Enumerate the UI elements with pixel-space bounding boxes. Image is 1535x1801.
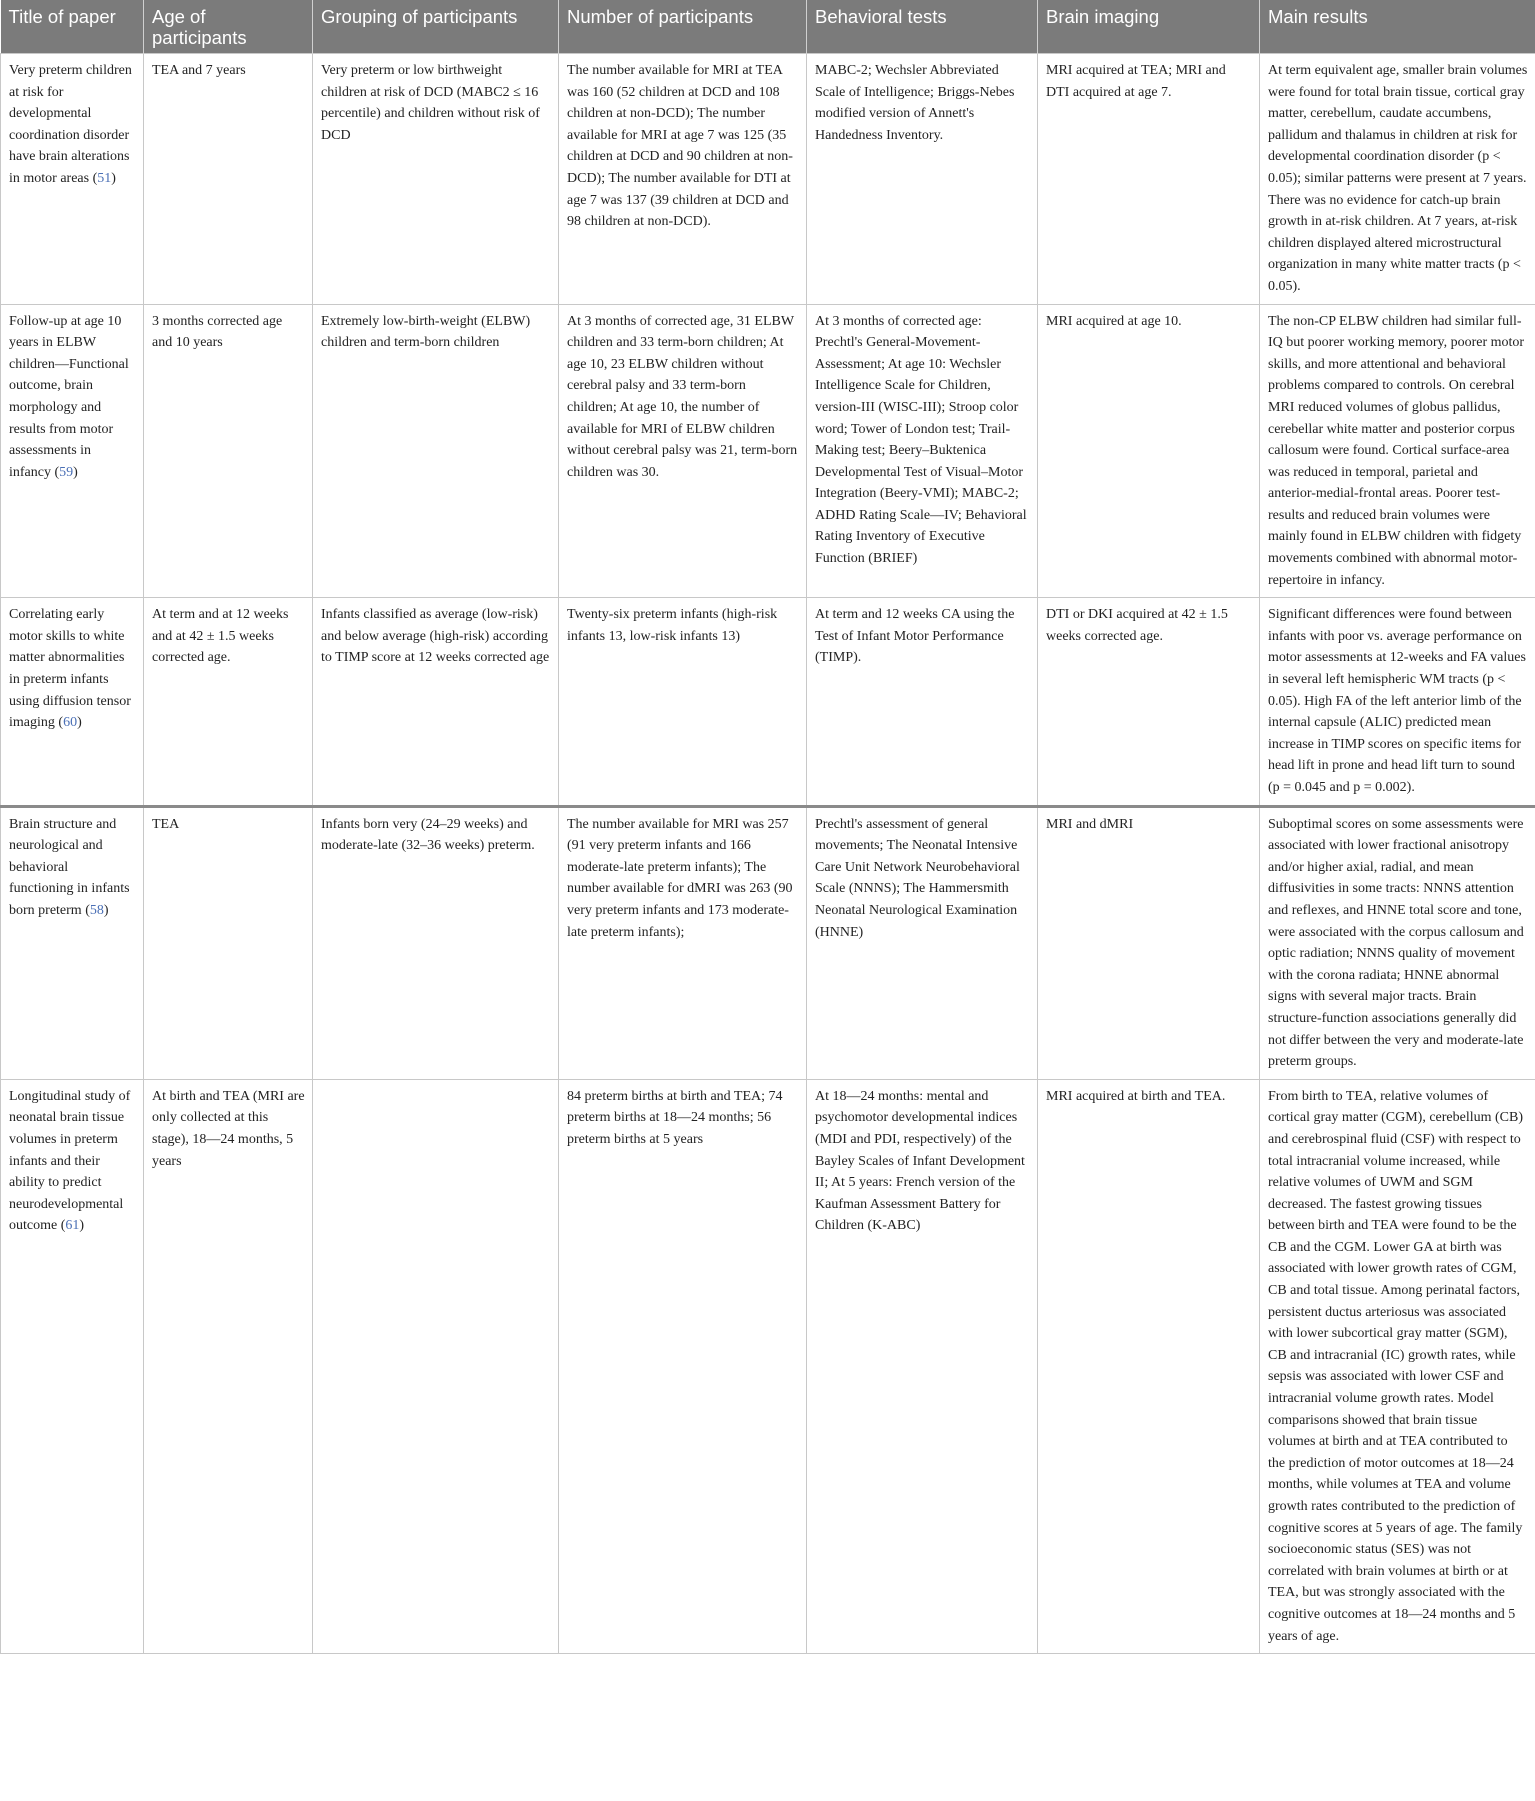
- cell-number: At 3 months of corrected age, 31 ELBW children and 33 term-born children; At age 10, 23 ELBW children without cerebral palsy and 33 term-born children; At age 10, the number of available for MRI of ELBW children without cerebral palsy was 21, term-born children was 30.: [559, 304, 807, 598]
- cell-imaging: MRI acquired at TEA; MRI and DTI acquired at age 7.: [1038, 54, 1260, 305]
- cell-title: Longitudinal study of neonatal brain tissue volumes in preterm infants and their ability to predict neurodevelopmental outcome (61): [1, 1079, 144, 1653]
- header-age: Age of participants: [144, 0, 313, 54]
- cell-number: Twenty-six preterm infants (high-risk infants 13, low-risk infants 13): [559, 598, 807, 806]
- cell-age: TEA and 7 years: [144, 54, 313, 305]
- paper-title: Correlating early motor skills to white matter abnormalities in preterm infants using diffusion tensor imaging: [9, 607, 131, 731]
- cell-tests: At 18—24 months: mental and psychomotor developmental indices (MDI and PDI, respectively) of the Bayley Scales of Infant Development II; At 5 years: French version of the Kaufman Assessment Battery for Children (K-ABC): [807, 1079, 1038, 1653]
- header-imaging: Brain imaging: [1038, 0, 1260, 54]
- table-row: [1, 598, 1535, 806]
- cell-imaging: MRI acquired at birth and TEA.: [1038, 1079, 1260, 1653]
- cell-imaging: MRI acquired at age 10.: [1038, 304, 1260, 598]
- cell-results: Suboptimal scores on some assessments were associated with lower fractional anisotropy and/or higher axial, radial, and mean diffusivities in some tracts: NNNS attention and reflexes, and HNNE total score and tone, were associated with the corpus callosum and optic radiation; NNNS quality of movement with the corona radiata; HNNE abnormal signs with several major tracts. Brain structure-function associations generally did not differ between the very and moderate-late preterm groups.: [1260, 806, 1535, 1079]
- cell-grouping: Infants born very (24–29 weeks) and moderate-late (32–36 weeks) preterm.: [313, 806, 559, 1079]
- cell-title: Very preterm children at risk for developmental coordination disorder have brain alterations in motor areas (51): [1, 54, 144, 305]
- table-row: [1, 1079, 1535, 1653]
- reference-link[interactable]: 61: [65, 1218, 80, 1234]
- cell-number: 84 preterm births at birth and TEA; 74 preterm births at 18—24 months; 56 preterm births at 5 years: [559, 1079, 807, 1653]
- cell-number: The number available for MRI at TEA was 160 (52 children at DCD and 108 children at non-DCD); The number available for MRI at age 7 was 125 (35 children at DCD and 90 children at non-DCD); The number available for DTI at age 7 was 137 (39 children at DCD and 98 children at non-DCD).: [559, 54, 807, 305]
- reference-link[interactable]: 59: [59, 464, 74, 480]
- cell-tests: MABC-2; Wechsler Abbreviated Scale of Intelligence; Briggs-Nebes modified version of Annett's Handedness Inventory.: [807, 54, 1038, 305]
- cell-grouping: [313, 1079, 559, 1653]
- reference-link[interactable]: 58: [89, 902, 104, 918]
- header-title: Title of paper: [1, 0, 144, 54]
- cell-grouping: Extremely low-birth-weight (ELBW) children and term-born children: [313, 304, 559, 598]
- header-results: Main results: [1260, 0, 1535, 54]
- cell-number: The number available for MRI was 257 (91 very preterm infants and 166 moderate-late preterm infants); The number available for dMRI was 263 (90 very preterm infants and 173 moderate-late preterm infants);: [559, 806, 807, 1079]
- header-tests: Behavioral tests: [807, 0, 1038, 54]
- table-row: [1, 304, 1535, 598]
- cell-title: Correlating early motor skills to white matter abnormalities in preterm infants using diffusion tensor imaging (60): [1, 598, 144, 806]
- cell-results: From birth to TEA, relative volumes of cortical gray matter (CGM), cerebellum (CB) and cerebrospinal fluid (CSF) with respect to total intracranial volume increased, while relative volumes of UWM and SGM decreased. The fastest growing tissues between birth and TEA were found to be the CB and the CGM. Lower GA at birth was associated with lower growth rates of CGM, CB and total tissue. Among perinatal factors, persistent ductus arteriosus was associated with lower subcortical gray matter (SGM), CB and intracranial (IC) growth rates, while sepsis was associated with lower CSF and intracranial volume growth rates. Model comparisons showed that brain tissue volumes at birth and at TEA contributed to the prediction of motor outcomes at 18—24 months, while volumes at TEA and volume growth rates contributed to the prediction of cognitive scores at 5 years of age. The family socioeconomic status (SES) was not correlated with brain volumes at birth or at TEA, but was strongly associated with the cognitive outcomes at 18—24 months and 5 years of age.: [1260, 1079, 1535, 1653]
- cell-grouping: Infants classified as average (low-risk) and below average (high-risk) according to TIMP score at 12 weeks corrected age: [313, 598, 559, 806]
- table-row: [1, 54, 1535, 305]
- cell-title: Follow-up at age 10 years in ELBW children—Functional outcome, brain morphology and results from motor assessments in infancy (59): [1, 304, 144, 598]
- cell-tests: At 3 months of corrected age: Prechtl's General-Movement-Assessment; At age 10: Wechsler Intelligence Scale for Children, version-III (WISC-III); Stroop color word; Tower of London test; Trail-Making test; Beery–Buktenica Developmental Test of Visual–Motor Integration (Beery-VMI); MABC-2; ADHD Rating Scale—IV; Behavioral Rating Inventory of Executive Function (BRIEF): [807, 304, 1038, 598]
- cell-age: TEA: [144, 806, 313, 1079]
- cell-tests: Prechtl's assessment of general movements; The Neonatal Intensive Care Unit Network Neurobehavioral Scale (NNNS); The Hammersmith Neonatal Neurological Examination (HNNE): [807, 806, 1038, 1079]
- cell-imaging: MRI and dMRI: [1038, 806, 1260, 1079]
- cell-results: At term equivalent age, smaller brain volumes were found for total brain tissue, cortical gray matter, cerebellum, caudate accumbens, pallidum and thalamus in children at risk for developmental coordination disorder (p < 0.05); similar patterns were present at 7 years. There was no evidence for catch-up brain growth in at-risk children. At 7 years, at-risk children displayed altered microstructural organization in many white matter tracts (p < 0.05).: [1260, 54, 1535, 305]
- header-row: [1, 0, 1535, 54]
- table-row: [1, 806, 1535, 1079]
- header-number: Number of participants: [559, 0, 807, 54]
- cell-tests: At term and 12 weeks CA using the Test of Infant Motor Performance (TIMP).: [807, 598, 1038, 806]
- cell-age: At term and at 12 weeks and at 42 ± 1.5 weeks corrected age.: [144, 598, 313, 806]
- paper-title: Very preterm children at risk for developmental coordination disorder have brain alterations in motor areas: [9, 63, 132, 186]
- header-grouping: Grouping of participants: [313, 0, 559, 54]
- paper-title: Follow-up at age 10 years in ELBW children—Functional outcome, brain morphology and results from motor assessments in infancy: [9, 313, 129, 480]
- cell-age: At birth and TEA (MRI are only collected at this stage), 18—24 months, 5 years: [144, 1079, 313, 1653]
- paper-title: Longitudinal study of neonatal brain tissue volumes in preterm infants and their ability to predict neurodevelopmental outcome: [9, 1088, 131, 1234]
- cell-grouping: Very preterm or low birthweight children at risk of DCD (MABC2 ≤ 16 percentile) and children without risk of DCD: [313, 54, 559, 305]
- reference-link[interactable]: 60: [63, 715, 78, 731]
- reference-link[interactable]: 51: [97, 170, 112, 186]
- cell-results: The non-CP ELBW children had similar full-IQ but poorer working memory, poorer motor skills, and more attentional and behavioral problems compared to controls. On cerebral MRI reduced volumes of globus pallidus, cerebellar white matter and posterior corpus callosum were found. Cortical surface-area was reduced in temporal, parietal and anterior-medial-frontal areas. Poorer test-results and reduced brain volumes were mainly found in ELBW children with fidgety movements combined with abnormal motor-repertoire in infancy.: [1260, 304, 1535, 598]
- cell-imaging: DTI or DKI acquired at 42 ± 1.5 weeks corrected age.: [1038, 598, 1260, 806]
- cell-age: 3 months corrected age and 10 years: [144, 304, 313, 598]
- cell-results: Significant differences were found between infants with poor vs. average performance on motor assessments at 12-weeks and FA values in several left hemispheric WM tracts (p < 0.05). High FA of the left anterior limb of the internal capsule (ALIC) predicted mean increase in TIMP scores on specific items for head lift in prone and head lift turn to sound (p = 0.045 and p = 0.002).: [1260, 598, 1535, 806]
- cell-title: Brain structure and neurological and behavioral functioning in infants born preterm (58): [1, 806, 144, 1079]
- paper-title: Brain structure and neurological and behavioral functioning in infants born preterm: [9, 816, 130, 918]
